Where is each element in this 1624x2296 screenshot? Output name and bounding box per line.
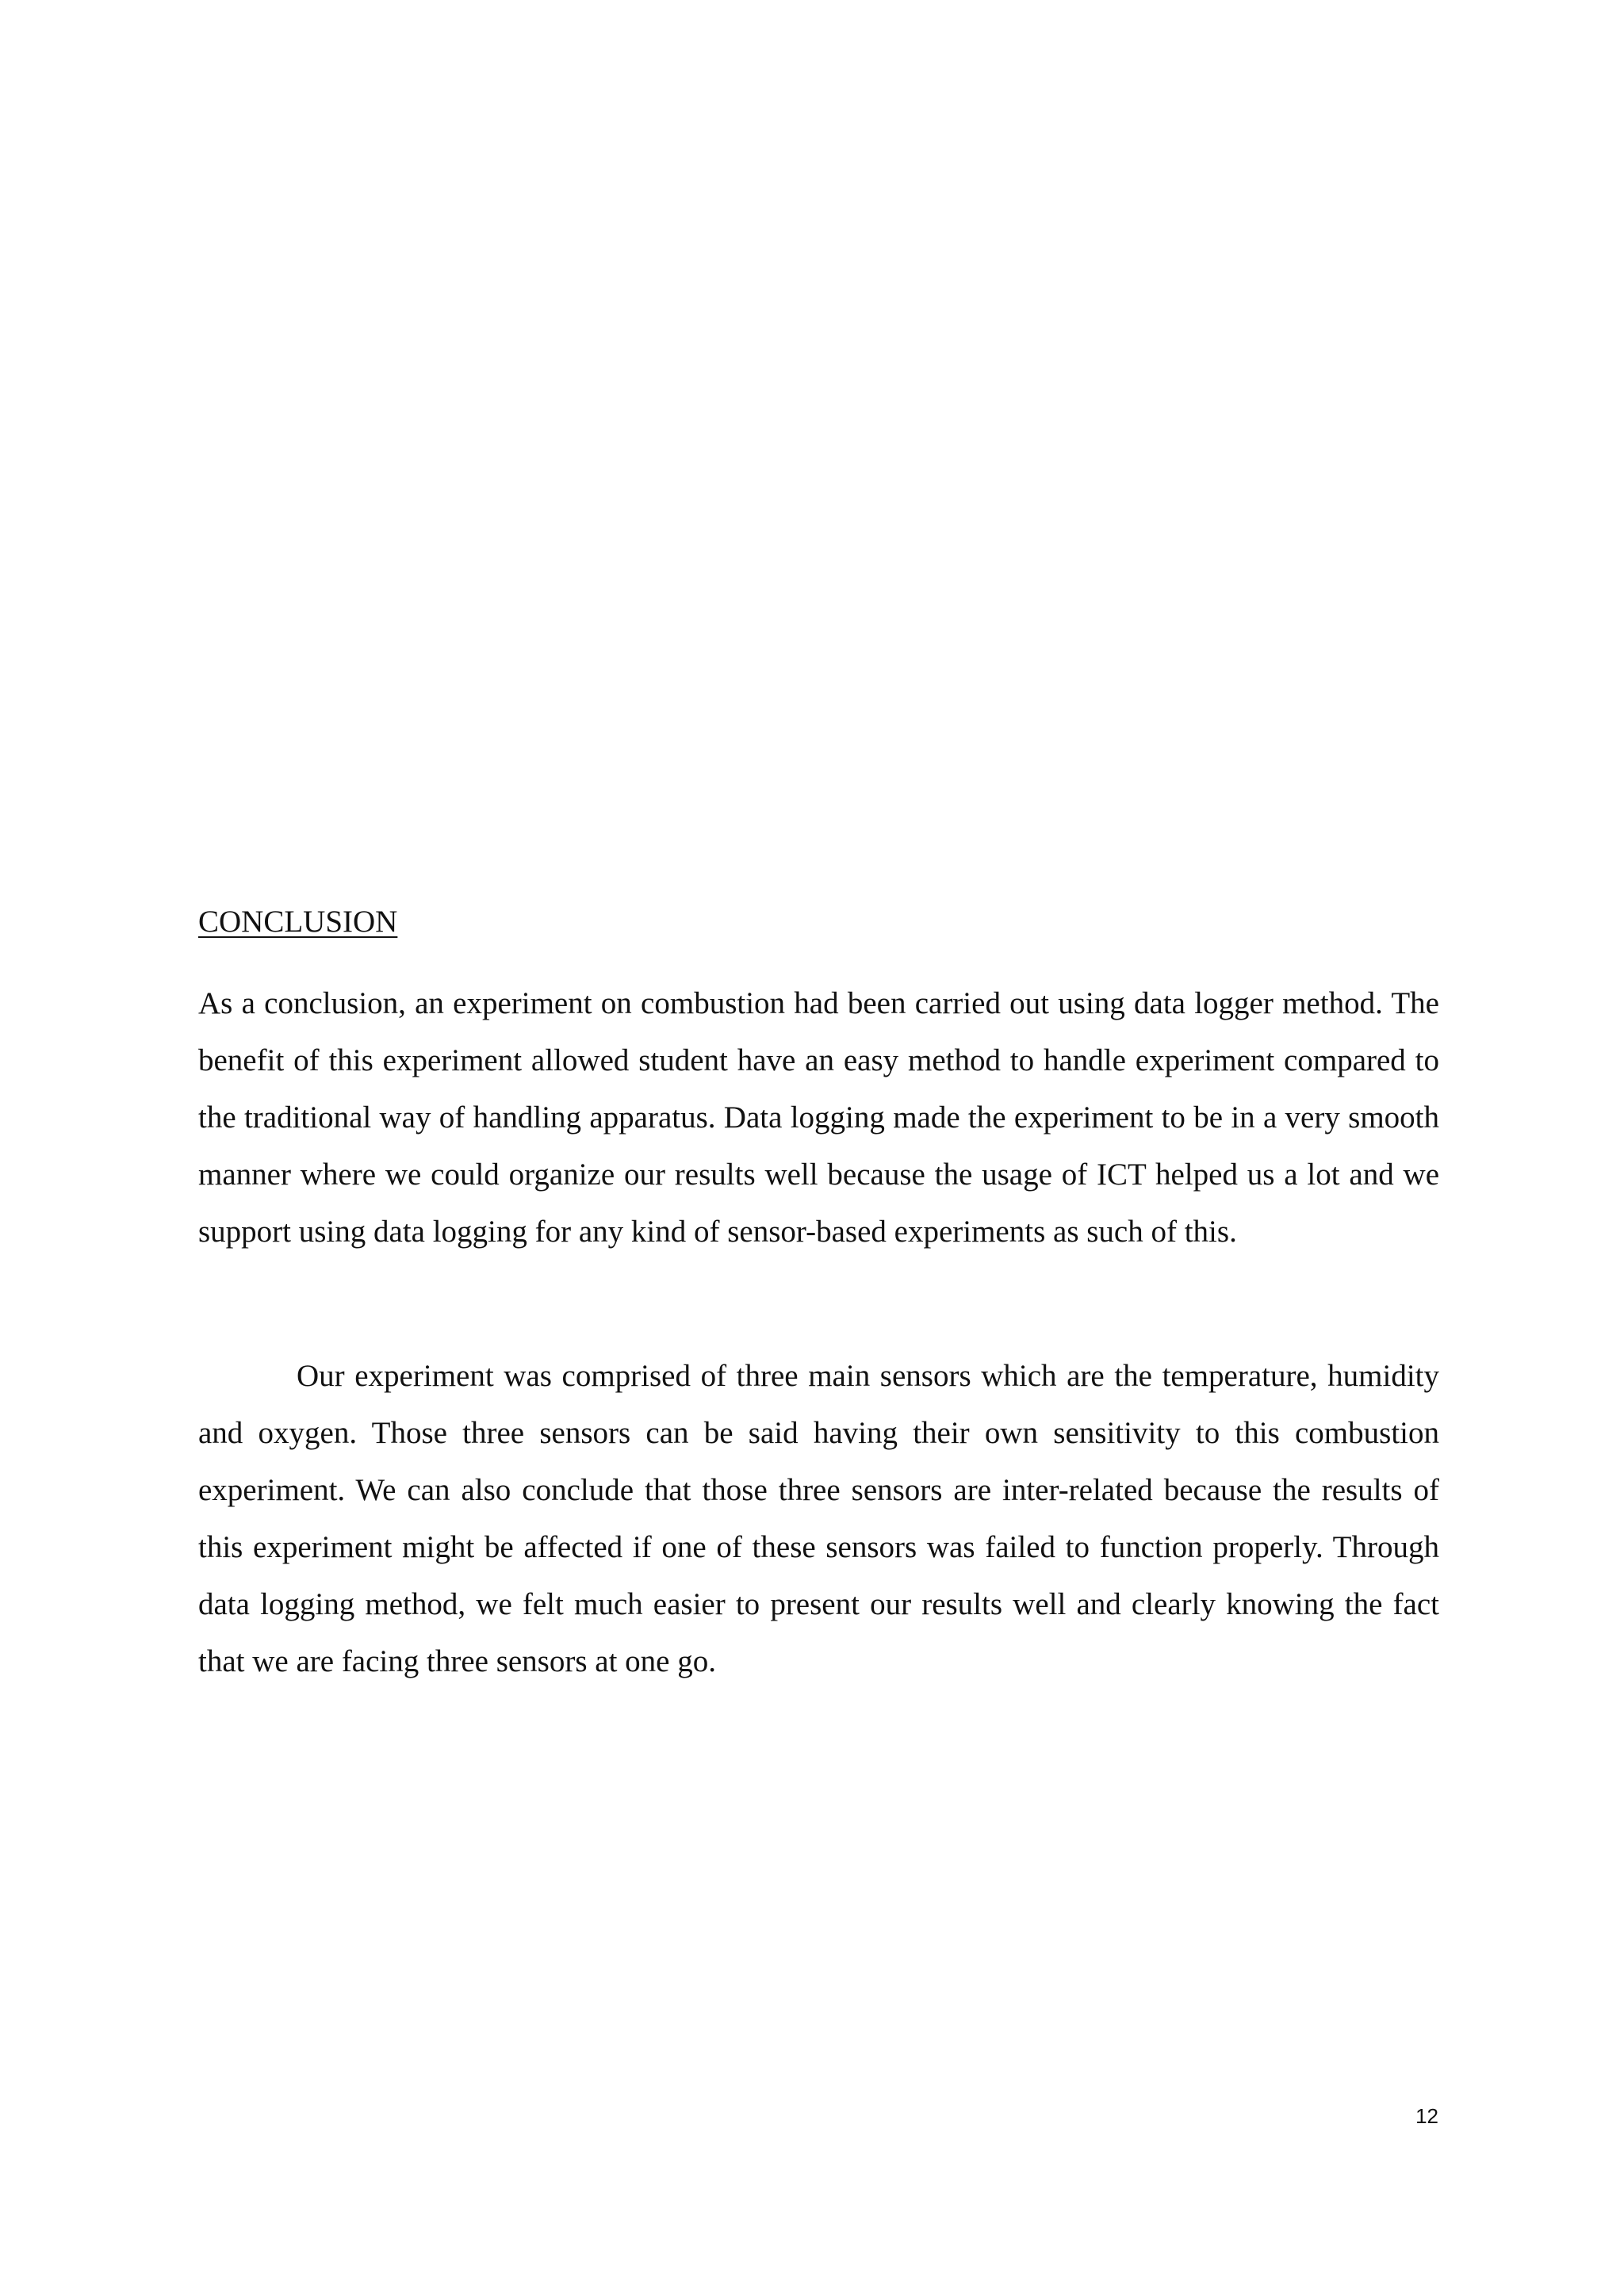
conclusion-section: [198, 900, 1439, 1690]
paragraph-2: Our experiment was comprised of three main sensors which are the temperature, humidity and oxygen. Those three sensors can be said having their own sensitivity to this combustion experiment. We can also conclude that those three sensors are inter-related because the results of this experiment might be affected if one of these sensors was failed to function properly. Through data logging method, we felt much easier to present our results well and clearly knowing the fact that we are facing three sensors at one go.: [198, 1359, 1439, 1678]
page-number: 12: [1415, 2104, 1438, 2128]
section-heading: CONCLUSION: [198, 905, 398, 939]
paragraph-1: As a conclusion, an experiment on combustion had been carried out using data logger method. The benefit of this experiment allowed student have an easy method to handle experiment compared to the traditional way of handling apparatus. Data logging made the experiment to be in a very smooth manner where we could organize our results well because the usage of ICT helped us a lot and we support using data logging for any kind of sensor-based experiments as such of this.: [198, 986, 1439, 1249]
